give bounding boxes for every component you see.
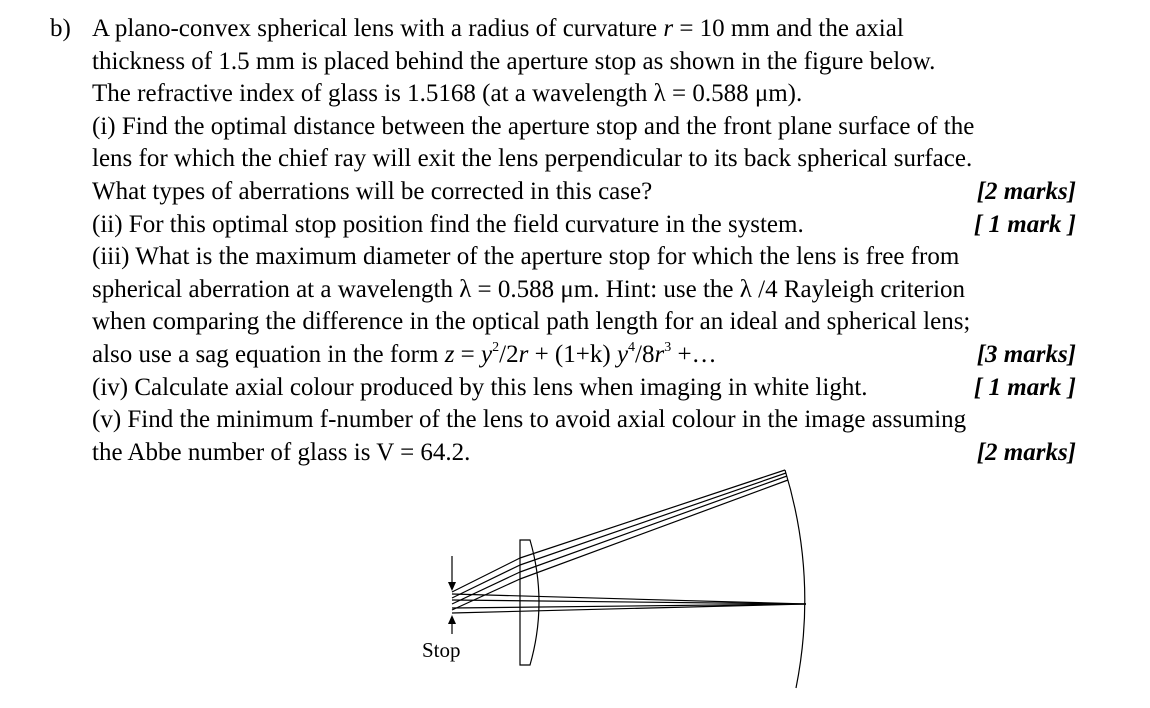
off-axis-ray — [452, 572, 520, 604]
part-iv-text: (iv) Calculate axial colour produced by this lens when imaging in white light. — [92, 373, 868, 401]
part-iii-marks: [3 marks] — [976, 340, 1076, 368]
part-iii-text: when comparing the difference in the optical path length for an ideal and spherical lens; — [92, 308, 971, 336]
intro-text: thickness of 1.5 mm is placed behind the aperture stop as shown in the figure below. — [92, 47, 936, 75]
part-v-text: the Abbe number of glass is V = 64.2. — [92, 438, 471, 466]
axial-ray — [452, 604, 806, 608]
off-axis-ray — [520, 473, 786, 565]
off-axis-ray — [520, 480, 788, 579]
axial-ray — [452, 604, 806, 613]
image-surface-arc — [785, 470, 805, 688]
lens-outline — [520, 540, 539, 665]
off-axis-ray — [452, 565, 520, 598]
stop-label: Stop — [422, 638, 461, 662]
part-i-text: lens for which the chief ray will exit the lens perpendicular to its back spherical surface. — [92, 145, 973, 173]
radius-value: = 10 mm and the axial — [673, 15, 904, 42]
part-iv-marks: [ 1 mark ] — [973, 373, 1076, 401]
part-ii-marks: [ 1 mark ] — [973, 210, 1076, 238]
part-i-text: What types of aberrations will be corrected in this case? — [92, 177, 653, 205]
arrow-up-icon — [448, 615, 456, 624]
question-label: b) — [50, 15, 71, 42]
arrow-down-icon — [448, 582, 456, 591]
radius-symbol: r — [663, 15, 674, 42]
off-axis-ray — [520, 476, 787, 572]
sag-equation: also use a sag equation in the form $z = y^2/2r + (1+k)$ $y^4/8r^3$ +… — [92, 339, 717, 368]
off-axis-ray — [520, 470, 785, 558]
part-i-text: (i) Find the optimal distance between the aperture stop and the front plane surface of the — [92, 112, 975, 140]
part-iii-text: (iii) What is the maximum diameter of the aperture stop for which the lens is free from — [92, 243, 960, 271]
off-axis-ray — [452, 558, 520, 592]
part-v-text: (v) Find the minimum f-number of the lens to avoid axial colour in the image assuming — [92, 406, 967, 434]
part-v-marks: [2 marks] — [976, 438, 1076, 466]
part-iii-text: spherical aberration at a wavelength λ = 0.588 μm. Hint: use the λ /4 Rayleigh criterion — [92, 275, 966, 303]
intro-text: The refractive index of glass is 1.5168 (at a wavelength λ = 0.588 μm). — [92, 80, 803, 108]
intro-text: A plano-convex spherical lens with a radius of curvature — [92, 15, 658, 42]
part-i-marks: [2 marks] — [976, 177, 1076, 205]
part-ii-text: (ii) For this optimal stop position find the field curvature in the system. — [92, 210, 804, 238]
